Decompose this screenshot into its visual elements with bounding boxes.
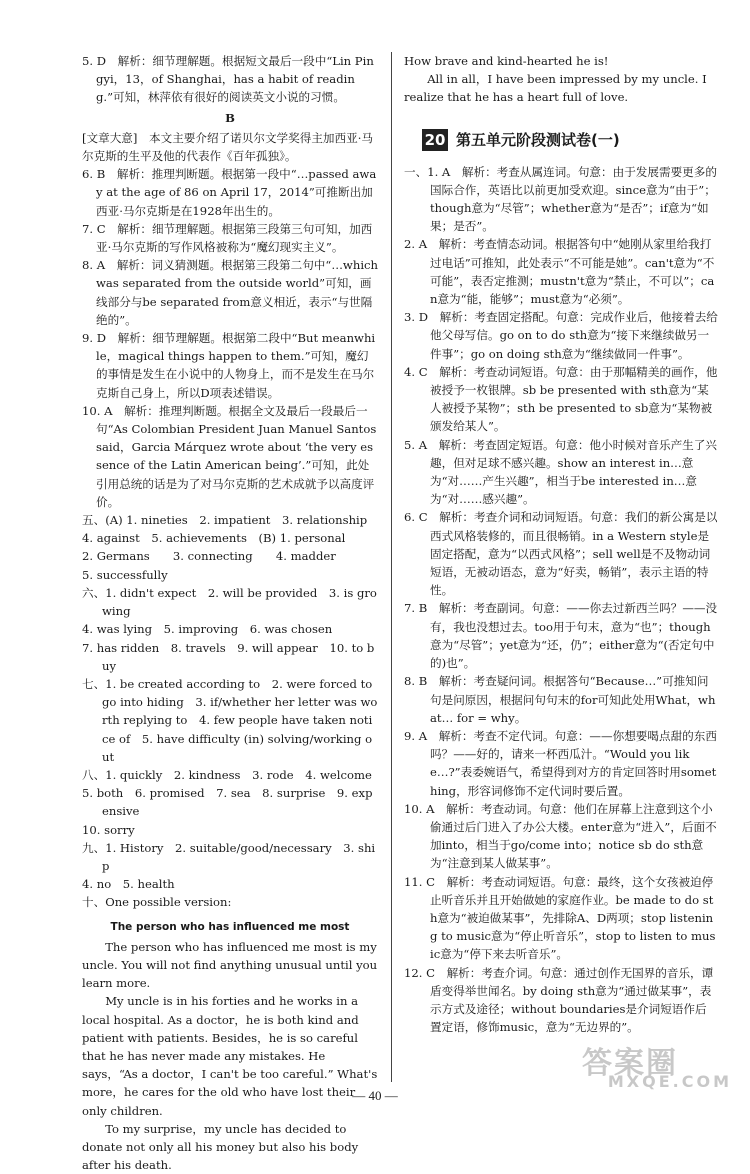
answer-item: 10. A 解析：考查动词。句意：他们在屏幕上注意到这个小偷通过后门进入了办公大楼。enter意为“进入”，后面不加into，相当于go/come into；notice sb do sth意为“注意到某人做某事”。 (404, 801, 717, 871)
answer-item: 5. D 解析：细节理解题。根据短文最后一段中“Lin Pingyi，13，of Shanghai，has a habit of reading.”可知，林萍依有很好的阅读英文小说的习惯。 (82, 54, 374, 105)
answer-line: 4. was lying 5. improving 6. was chosen (82, 622, 333, 637)
answer-line: 九、1. History 2. suitable/good/necessary 3. ship (82, 840, 376, 873)
answer-line: 4. against 5. achievements (B) 1. personal (82, 531, 346, 546)
section-10-label: 十、One possible version: (82, 895, 232, 910)
watermark-logo (582, 1046, 732, 1119)
watermark-text: 答案圈 (582, 1046, 678, 1081)
answer-item: 9. D 解析：细节理解题。根据第二段中“But meanwhile，magical things happen to them.”可知，魔幻的事情是发生在小说中的人物身上，而不是发生在马尔克斯自己身上，所以D项表述错误。 (82, 331, 376, 400)
section-number-badge: 20 (422, 129, 448, 151)
answer-item: 2. A 解析：考查情态动词。根据答句中“她刚从家里给我打过电话”可推知，此处表示“不可能是她”。can't意为“不可能”，表否定推测；mustn't意为“禁止，不可以”；can意为“能，能够”；must意为“必须”。 (404, 237, 715, 307)
essay-paragraph: The person who has influenced me most is my uncle. You will not find anything unusual until you learn more. (82, 939, 378, 991)
answer-line: 5. successfully (82, 567, 168, 582)
answer-line: 七、1. be created according to 2. were forced to go into hiding 3. if/whether her letter was worth replying to 4. few people have taken notice of 5. have difficulty (in) solving/working out (82, 676, 378, 764)
answer-item: 4. C 解析：考查动词短语。句意：由于那幅精美的画作，他被授予一枚银牌。sb be presented with sth意为“某人被授予某物”；sth be presented to sb意为“某物被颁发给某人”。 (404, 364, 718, 434)
answer-line: 五、(A) 1. nineties 2. impatient 3. relationship (82, 513, 368, 528)
answer-item: 一、1. A 解析：考查从属连词。句意：由于发展需要更多的国际合作，英语比以前更加受欢迎。since意为“由于”；though意为“尽管”；whether意为“是否”；if意为“如果；是否”。 (404, 164, 717, 234)
watermark-domain: MXQE.COM (607, 1072, 732, 1092)
column-divider (391, 52, 392, 1082)
section-title: 第五单元阶段测试卷(一) (456, 130, 620, 149)
answer-line: 4. no 5. health (82, 877, 175, 892)
answer-item: 7. C 解析：细节理解题。根据第三段第三句可知，加西亚·马尔克斯的写作风格被称为“魔幻现实主义”。 (82, 221, 373, 255)
passage-summary: [文章大意] 本文主要介绍了诺贝尔文学奖得主加西亚·马尔克斯的生平及他的代表作《百年孤独》。 (82, 130, 373, 164)
answer-line: 八、1. quickly 2. kindness 3. rode 4. welcome (82, 767, 372, 782)
answer-line: 10. sorry (82, 822, 135, 837)
answer-item: 12. C 解析：考查介词。句意：通过创作无国界的音乐，谭盾变得举世闻名。by doing sth意为“通过做某事”，表示方式及途径；without boundaries是介词短语作后置定语，修饰music，意为“无边界的”。 (404, 965, 714, 1035)
essay-title: The person who has influenced me most (110, 920, 350, 933)
answer-item: 11. C 解析：考查动词短语。句意：最终，这个女孩被迫停止听音乐并且开始做她的家庭作业。be made to do sth意为“被迫做某事”，先排除A、D两项；stop listening to music意为“停止听音乐”，stop to listen to music意为“停下来去听音乐”。 (404, 874, 716, 962)
answer-item: 3. D 解析：考查固定搭配。句意：完成作业后，他接着去给他父母写信。go on to do sth意为“接下来继续做另一件事”；go on doing sth意为“继续做同一件事”。 (404, 310, 718, 361)
essay-paragraph: To my surprise，my uncle has decided to donate not only all his money but also his body after his death. (82, 1121, 359, 1173)
right-column (404, 52, 718, 1036)
answer-line: 2. Germans 3. connecting 4. madder (82, 549, 336, 564)
answer-item: 6. B 解析：推理判断题。根据第一段中“…passed away at the age of 86 on April 17，2014”可推断出加西亚·马尔克斯是在1928年出生的。 (82, 167, 377, 218)
answer-item: 8. A 解析：词义猜测题。根据第三段第二句中“…which was separated from the outside world”可知，画线部分与be separated from意义相近，表示“与世隔绝的”。 (82, 258, 378, 327)
answer-item: 9. A 解析：考查不定代词。句意：——你想要喝点甜的东西吗？——好的，请来一杯西瓜汁。“Would you like…?”表委婉语气，希望得到对方的肯定回答时用something，形容词修饰不定代词时要后置。 (404, 728, 717, 798)
page-number: — 40 — (352, 1088, 398, 1103)
essay-conclusion: All in all，I have been impressed by my uncle. I realize that he has a heart full of love. (404, 72, 707, 105)
answer-item: 10. A 解析：推理判断题。根据全文及最后一段最后一句“As Colombian President Juan Manuel Santos said，Garcia Márquez wrote about ‘the very essence of the Latin American being’.”可知，此处引用总统的话是为了对马尔克斯的艺术成就予以高度评价。 (82, 403, 377, 509)
passage-letter-b: B (225, 110, 235, 125)
answer-line: 5. both 6. promised 7. sea 8. surprise 9. expensive (82, 786, 373, 819)
answer-line: 六、1. didn't expect 2. will be provided 3. is growing (82, 585, 377, 619)
answer-item: 5. A 解析：考查固定短语。句意：他小时候对音乐产生了兴趣，但对足球不感兴趣。show an interest in…意为“对……产生兴趣”，相当于be interested in…意为“对……感兴趣”。 (404, 437, 717, 507)
essay-paragraph: My uncle is in his forties and he works in a local hospital. As a doctor，he is both kind and patient with patients. Besides，he is so careful that he has never made any mistakes. He says，“As a doctor，I can't be too careful.” What's more，he cares for the old who have lost their only children. (82, 994, 378, 1118)
essay-line: How brave and kind-hearted he is! (404, 54, 609, 68)
answer-item: 6. C 解析：考查介词和动词短语。句意：我们的新公寓是以西式风格装修的，而且很畅销。in a Western style是固定搭配，意为“以西式风格”；sell well是不及物动词短语，无被动语态，意为“好卖，畅销”，表示主语的特性。 (404, 510, 718, 598)
left-column (82, 52, 378, 1174)
answer-item: 7. B 解析：考查副词。句意：——你去过新西兰吗？——没有，我也没想过去。too用于句末，意为“也”；though意为“尽管”；yet意为“还，仍”；either意为“(否定句中的)也”。 (404, 601, 718, 671)
unit-test-heading (404, 129, 718, 151)
answer-item: 8. B 解析：考查疑问词。根据答句“Because…”可推知问句是问原因，根据问句句末的for可知此处用What，what… for = why。 (404, 674, 716, 725)
answer-line: 7. has ridden 8. travels 9. will appear 10. to buy (82, 640, 375, 673)
